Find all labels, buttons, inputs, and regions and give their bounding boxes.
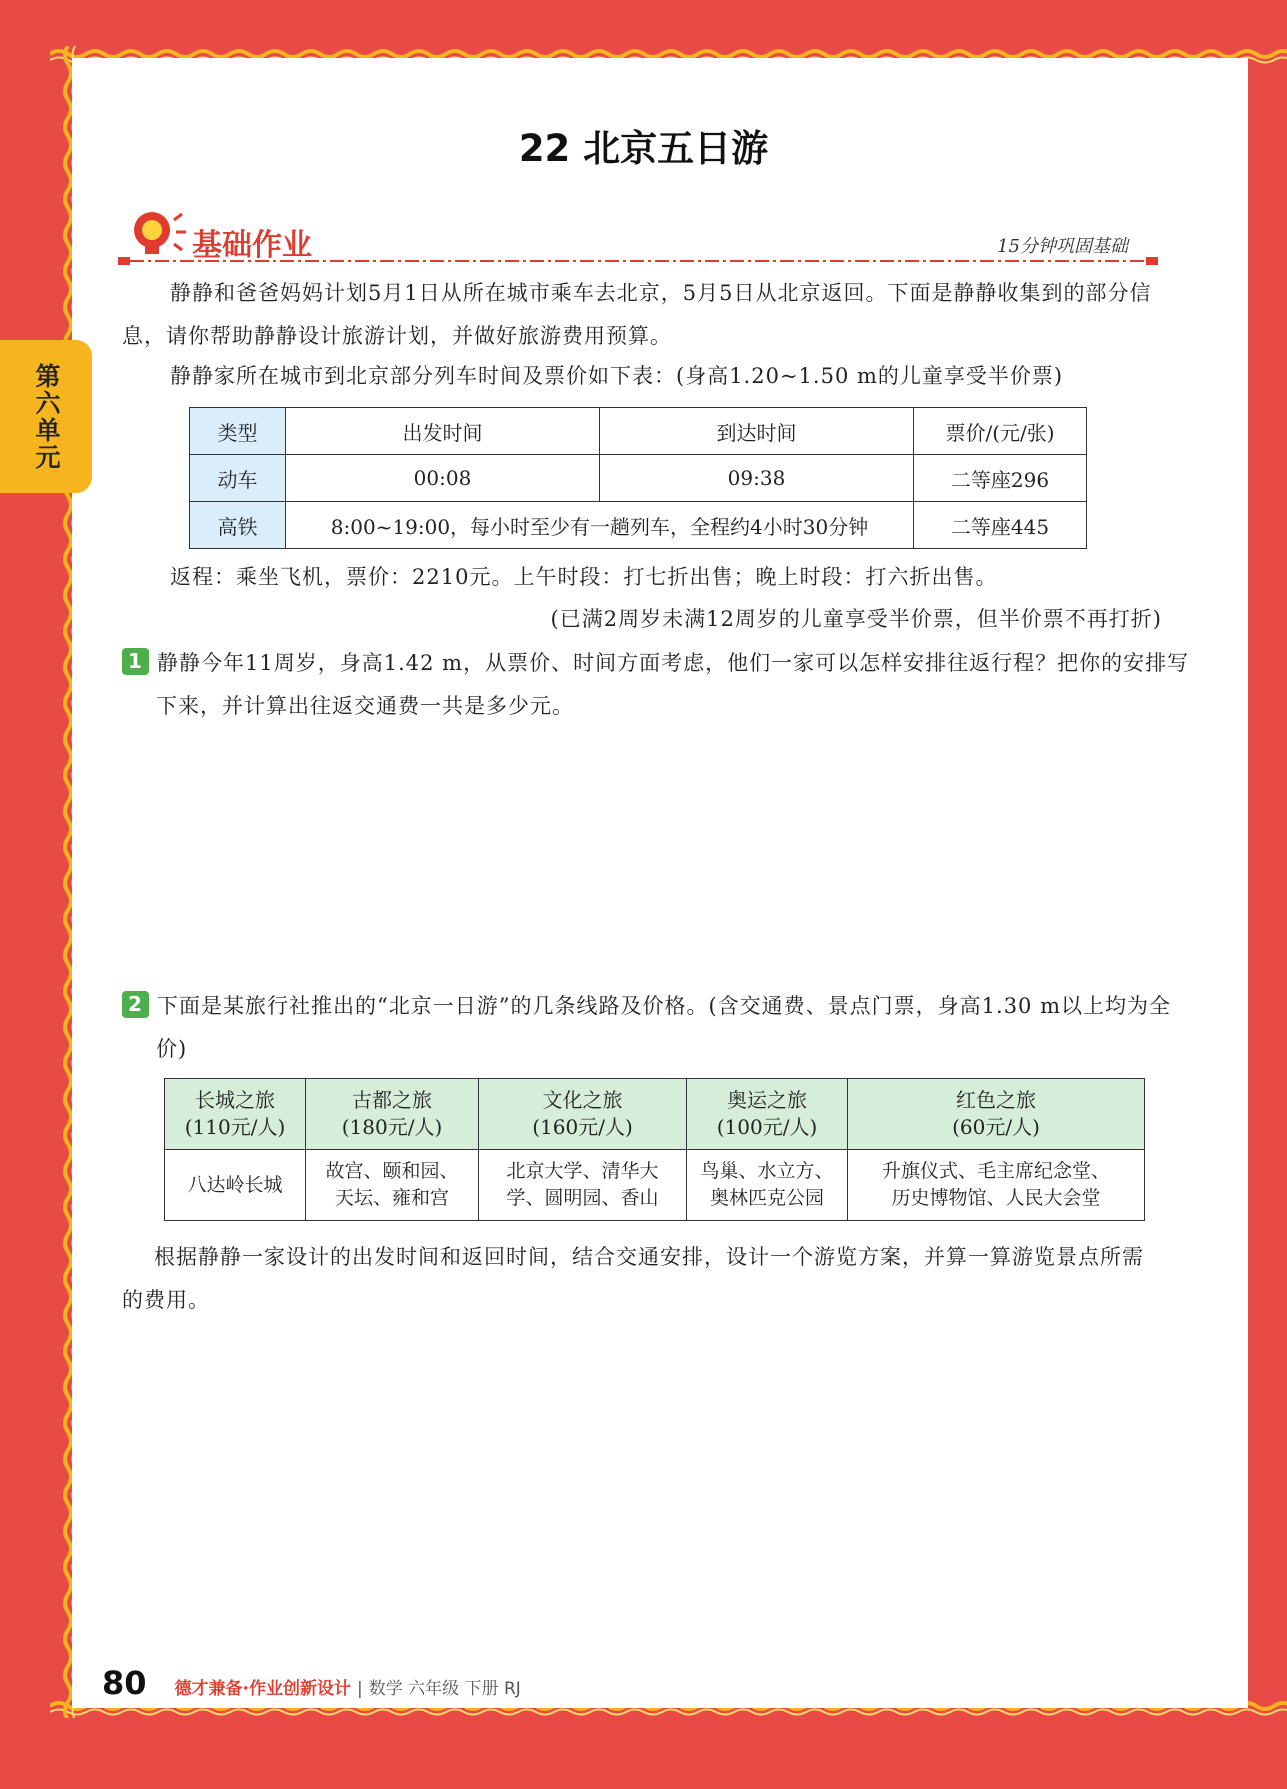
subject-info: 数学 六年级 下册 RJ	[368, 1679, 521, 1699]
table-cell: 动车	[190, 455, 286, 502]
table-cell: 升旗仪式、毛主席纪念堂、 历史博物馆、人民大会堂	[848, 1150, 1145, 1221]
tour-table	[164, 1078, 1145, 1221]
section-subtitle: 15分钟巩固基础	[997, 236, 1128, 257]
unit-tab-label: 第六单元	[32, 362, 61, 471]
table-cell: 09:38	[600, 455, 914, 502]
return-note: (已满2周岁未满12周岁的儿童享受半价票，但半价票不再打折)	[550, 607, 1162, 631]
table-row	[165, 1079, 1145, 1150]
page-number: 80	[102, 1664, 147, 1702]
table-row	[165, 1150, 1145, 1221]
table-header-cell: 红色之旅 (60元/人)	[848, 1079, 1145, 1150]
return-info: 返程：乘坐飞机，票价：2210元。上午时段：打七折出售；晚上时段：打六折出售。	[170, 565, 998, 589]
table-header-cell: 古都之旅 (180元/人)	[306, 1079, 479, 1150]
section-divider	[118, 256, 1158, 266]
section-header	[118, 206, 1158, 266]
table-intro: 静静家所在城市到北京部分列车时间及票价如下表：(身高1.20~1.50 m的儿童享受半价票)	[170, 364, 1064, 388]
table-row	[190, 408, 1087, 455]
table-header-cell: 文化之旅 (160元/人)	[479, 1079, 687, 1150]
page-footer	[102, 1664, 521, 1704]
question-number-badge: 2	[122, 991, 149, 1018]
book-title: 德才兼备·作业创新设计	[174, 1679, 351, 1699]
table-header-cell: 奥运之旅 (100元/人)	[687, 1079, 848, 1150]
table-row	[190, 502, 1087, 549]
table-cell: 高铁	[190, 502, 286, 549]
train-table	[189, 407, 1087, 549]
table-row	[190, 455, 1087, 502]
section-label: 基础作业	[192, 228, 312, 263]
table-cell: 二等座445	[914, 502, 1087, 549]
question-text: 下面是某旅行社推出的“北京一日游”的几条线路及价格。(含交通费、景点门票，身高1.30 m以上均为全价)	[156, 994, 1172, 1061]
question-text: 静静今年11周岁，身高1.42 m，从票价、时间方面考虑，他们一家可以怎样安排往返行程？把你的安排写下来，并计算出往返交通费一共是多少元。	[156, 651, 1190, 718]
question-2-followup: 根据静静一家设计的出发时间和返回时间，结合交通安排，设计一个游览方案，并算一算游览景点所需的费用。	[122, 1245, 1144, 1312]
footer-separator: |	[357, 1679, 363, 1699]
table-cell: 8:00~19:00，每小时至少有一趟列车，全程约4小时30分钟	[286, 502, 914, 549]
table-header-cell: 长城之旅 (110元/人)	[165, 1079, 306, 1150]
table-cell: 00:08	[286, 455, 600, 502]
question-2	[122, 985, 1196, 1071]
question-1	[122, 642, 1196, 728]
table-header-cell: 到达时间	[600, 408, 914, 455]
unit-tab	[0, 340, 92, 493]
table-cell: 故宫、颐和园、 天坛、雍和宫	[306, 1150, 479, 1221]
page-title: 22 北京五日游	[518, 127, 769, 170]
table-header-cell: 出发时间	[286, 408, 600, 455]
table-cell: 二等座296	[914, 455, 1087, 502]
question-number-badge: 1	[122, 648, 149, 675]
table-header-cell: 类型	[190, 408, 286, 455]
table-cell: 鸟巢、水立方、 奥林匹克公园	[687, 1150, 848, 1221]
intro-paragraph: 静静和爸爸妈妈计划5月1日从所在城市乘车去北京，5月5日从北京返回。下面是静静收集到的部分信息，请你帮助静静设计旅游计划，并做好旅游费用预算。	[122, 281, 1152, 348]
table-cell: 北京大学、清华大 学、圆明园、香山	[479, 1150, 687, 1221]
table-header-cell: 票价/(元/张)	[914, 408, 1087, 455]
table-cell: 八达岭长城	[165, 1150, 306, 1221]
